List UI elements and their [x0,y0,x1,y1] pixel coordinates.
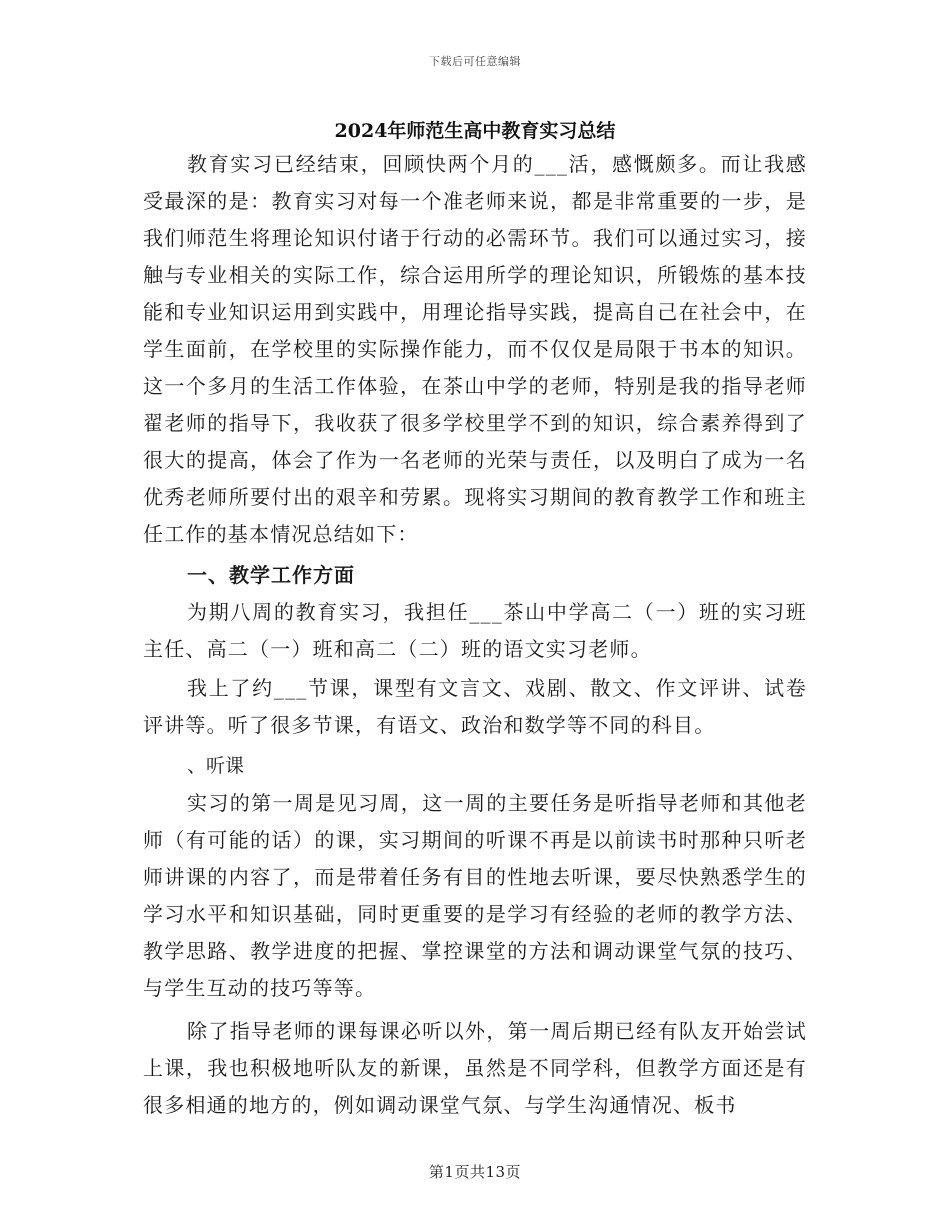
subheading-observation: 、听课 [187,755,245,777]
page-footer: 第1页共13页 [428,1163,522,1181]
intro-paragraph: 教育实习已经结束，回顾快两个月的___活，感慨颇多。而让我感受最深的是：教育实习对每一个准老师来说，都是非常重要的一步，是我们师范生将理论知识付诸于行动的必需环节。我们可以通过实习，接触与专业相关的实际工作，综合运用所学的理论知识，所锻炼的基本技能和专业知识运用到实践中，用理论指导实践，提高自己在社会中，在学生面前，在学校里的实际操作能力，而不仅仅是局限于书本的知识。这一个多月的生活工作体验，在茶山中学的老师，特别是我的指导老师翟老师的指导下，我收获了很多学校里学不到的知识，综合素养得到了很大的提高，体会了作为一名老师的光荣与责任，以及明白了成为一名优秀老师所要付出的艰辛和劳累。现将实习期间的教育教学工作和班主任工作的基本情况总结如下： [143,152,807,546]
paragraph-internship-role: 为期八周的教育实习，我担任___茶山中学高二（一）班的实习班主任、高二（一）班和高二（二）班的语文实习老师。 [143,600,807,661]
paragraph-classes-taught: 我上了约___节课，课型有文言文、戏剧、散文、作文评讲、试卷评讲等。听了很多节课，有语文、政治和数学等不同的科目。 [143,676,807,737]
page-header-note: 下载后可任意编辑 [429,55,521,68]
paragraph-first-week: 实习的第一周是见习周，这一周的主要任务是听指导老师和其他老师（有可能的话）的课，实习期间的听课不再是以前读书时那种只听老师讲课的内容了，而是带着任务有目的性地去听课，要尽快熟悉学生的学习水平和知识基础，同时更重要的是学习有经验的老师的教学方法、教学思路、教学进度的把握、掌控课堂的方法和调动课堂气氛的技巧、与学生互动的技巧等等。 [143,791,807,1000]
document-body [143,146,807,1124]
paragraph-peer-observation: 除了指导老师的课每课必听以外，第一周后期已经有队友开始尝试上课，我也积极地听队友的新课，虽然是不同学科，但教学方面还是有很多相通的地方的，例如调动课堂气氛、与学生沟通情况、板书 [143,1019,807,1117]
document-title: 2024年师范生高中教育实习总结 [334,120,616,142]
section-heading-teaching: 一、教学工作方面 [187,563,355,587]
